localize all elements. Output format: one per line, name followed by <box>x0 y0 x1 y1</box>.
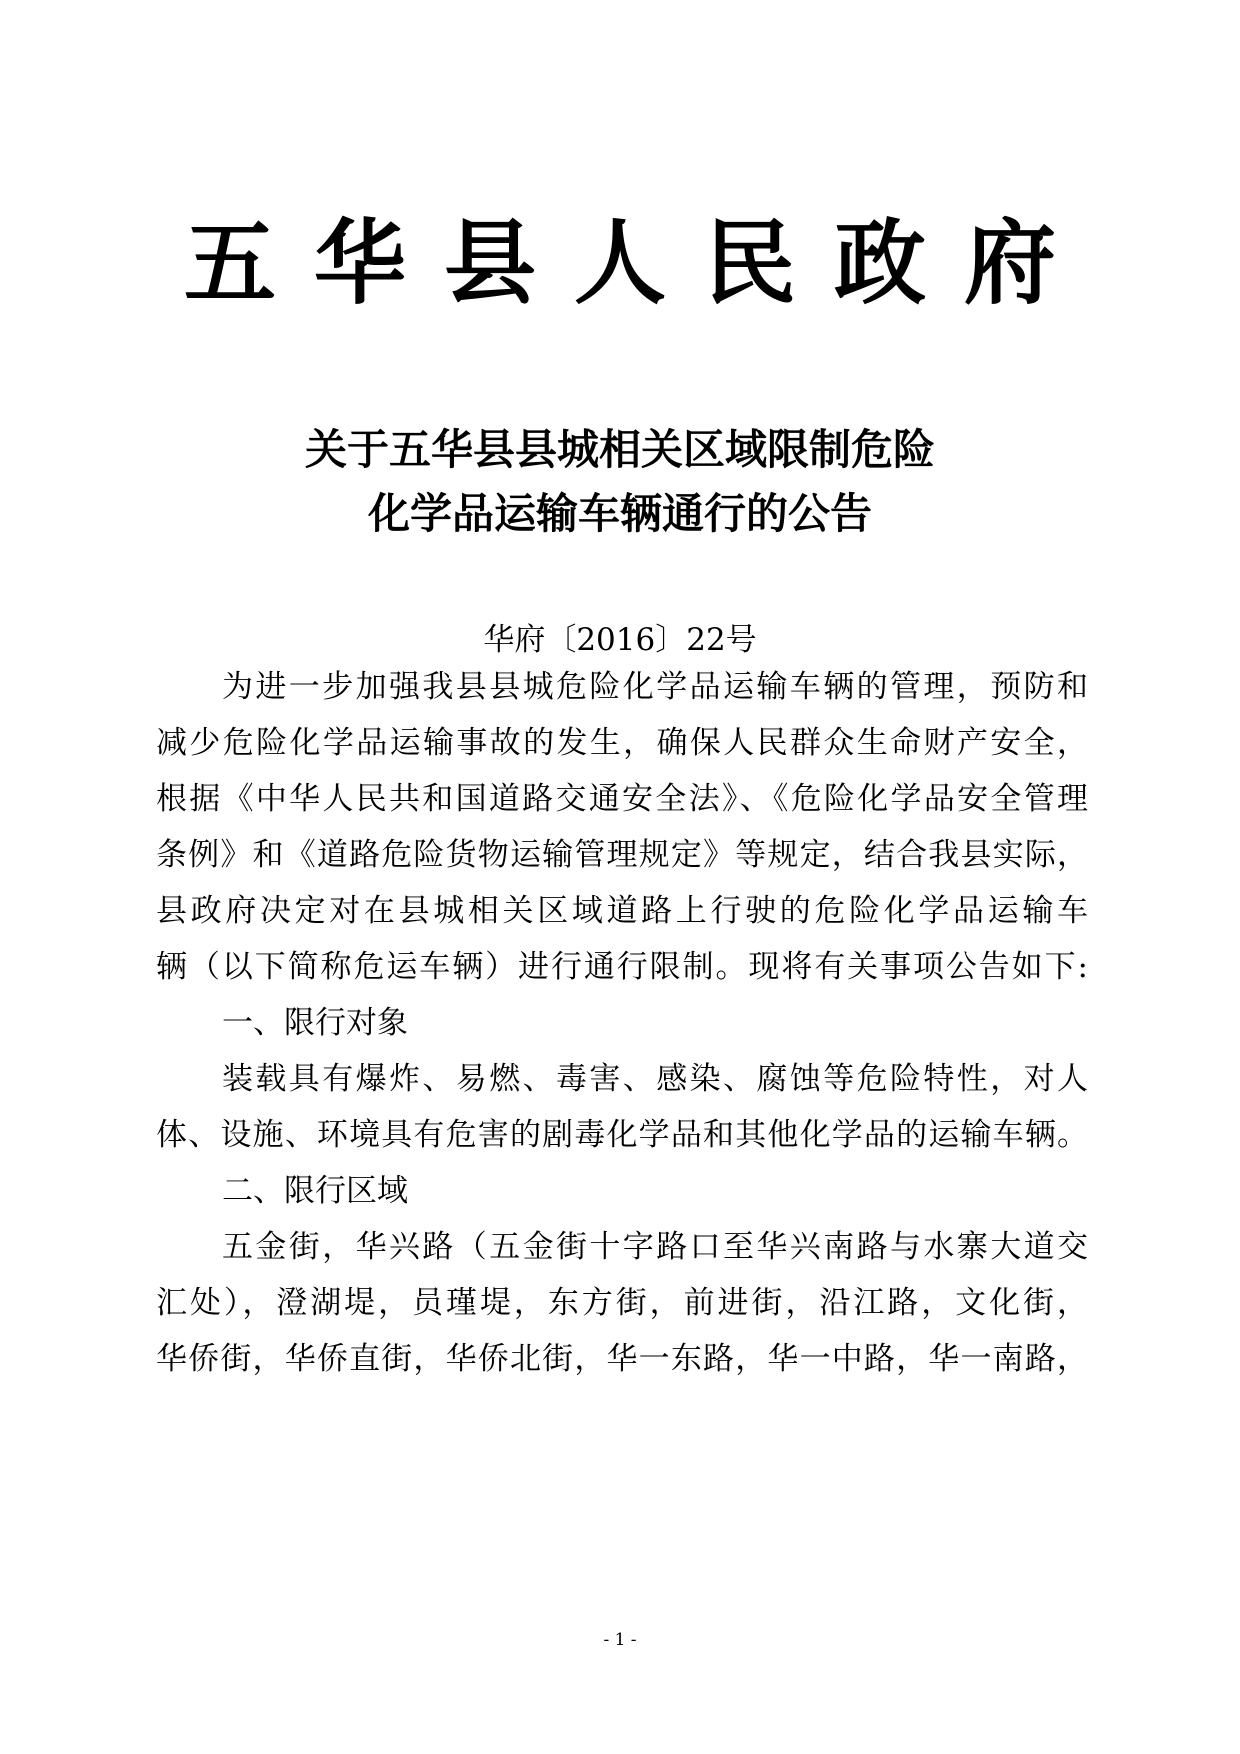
section-heading-restricted-vehicles: 一、限行对象 <box>222 1005 408 1041</box>
intro-paragraph-line: 根据《中华人民共和国道路交通安全法》、《危险化学品安全管理 <box>156 781 1088 817</box>
document-title-line-2: 化学品运输车辆通行的公告 <box>367 489 872 538</box>
section-text-line: 华侨街，华侨直街，华侨北街，华一东路，华一中路，华一南路， <box>156 1341 1088 1377</box>
section-heading-restricted-area: 二、限行区域 <box>222 1173 408 1209</box>
issuer-char: 政 <box>833 209 926 317</box>
intro-paragraph-line: 辆（以下简称危运车辆）进行通行限制。现将有关事项公告如下: <box>156 949 1088 985</box>
issuer-char: 五 <box>183 209 276 317</box>
intro-paragraph-line: 减少危险化学品运输事故的发生，确保人民群众生命财产安全， <box>156 725 1088 761</box>
section-text-line: 五金街，华兴路（五金街十字路口至华兴南路与水寨大道交 <box>222 1229 1088 1265</box>
intro-paragraph-line: 县政府决定对在县城相关区域道路上行驶的危险化学品运输车 <box>156 893 1088 929</box>
section-text-line: 体、设施、环境具有危害的剧毒化学品和其他化学品的运输车辆。 <box>156 1117 1088 1153</box>
issuer-char: 华 <box>313 209 406 317</box>
issuer-char: 府 <box>963 209 1056 317</box>
document-title-line-1: 关于五华县县城相关区域限制危险 <box>304 425 935 474</box>
section-text-line: 装载具有爆炸、易燃、毒害、感染、腐蚀等危险特性，对人 <box>222 1061 1088 1097</box>
issuer-header <box>180 208 1060 318</box>
document-number: 华府〔2016〕22号 <box>483 622 757 658</box>
issuer-char: 民 <box>703 209 796 317</box>
issuer-char: 人 <box>573 209 666 317</box>
intro-paragraph-line: 为进一步加强我县县城危险化学品运输车辆的管理，预防和 <box>222 669 1088 705</box>
issuer-char: 县 <box>443 209 536 317</box>
intro-paragraph-line: 条例》和《道路危险货物运输管理规定》等规定，结合我县实际， <box>156 837 1088 873</box>
section-text-line: 汇处），澄湖堤，员瑾堤，东方街，前进街，沿江路，文化街， <box>156 1285 1088 1321</box>
page-number: - 1 - <box>603 1630 637 1650</box>
